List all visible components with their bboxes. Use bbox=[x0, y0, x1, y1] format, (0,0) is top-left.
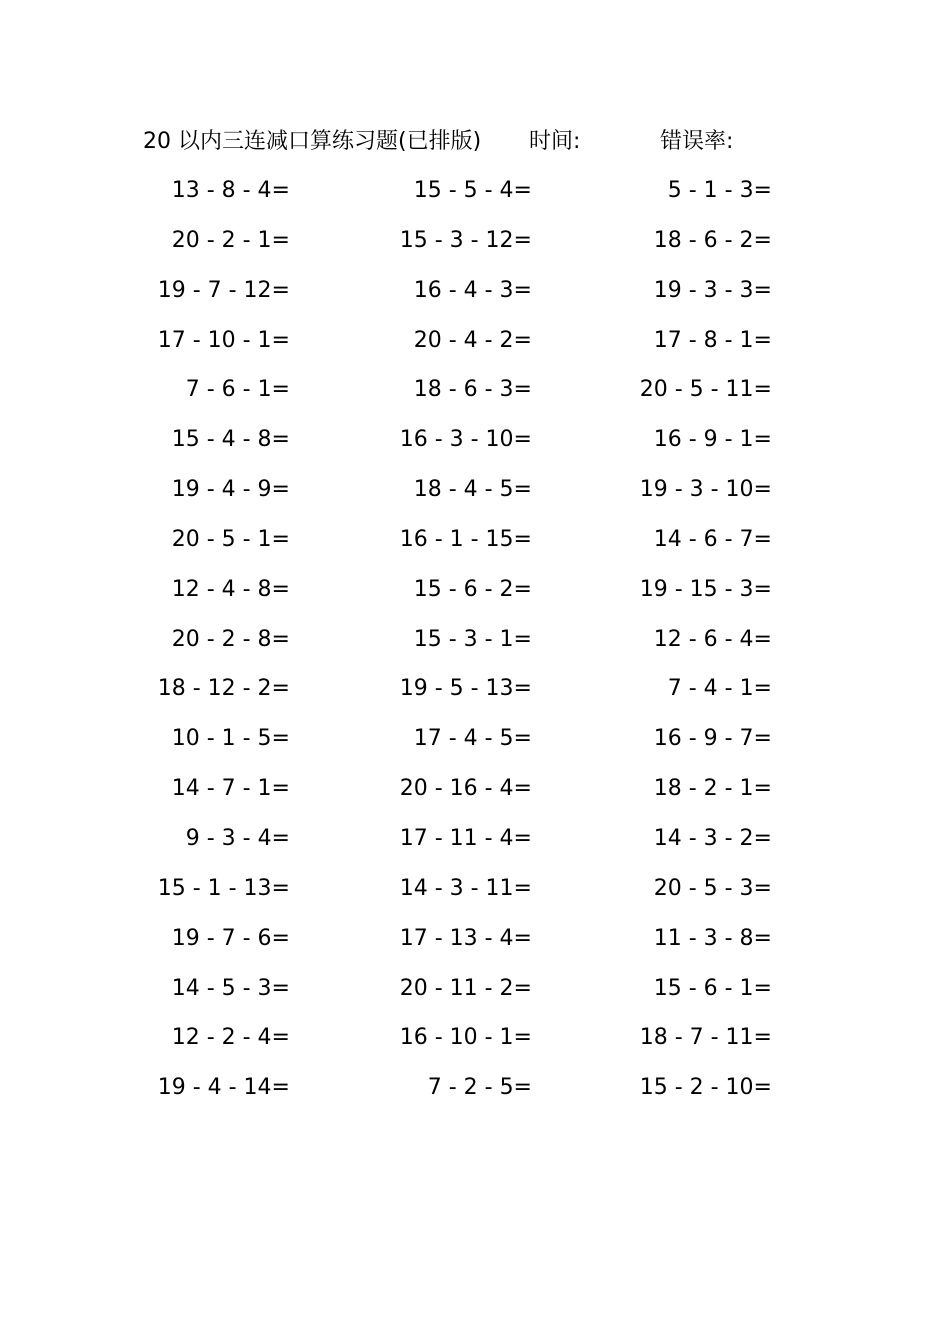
problem-item: 12 - 6 - 4= bbox=[653, 626, 772, 652]
problem-item: 16 - 3 - 10= bbox=[399, 427, 532, 453]
problem-item: 16 - 9 - 1= bbox=[653, 427, 772, 453]
problem-item: 16 - 1 - 15= bbox=[399, 526, 532, 552]
problem-row bbox=[0, 266, 950, 316]
problem-item: 17 - 13 - 4= bbox=[399, 925, 532, 951]
problem-item: 16 - 9 - 7= bbox=[653, 726, 772, 752]
problem-item: 13 - 8 - 4= bbox=[171, 178, 290, 203]
problem-item: 19 - 4 - 14= bbox=[157, 1075, 290, 1101]
problem-item: 20 - 2 - 1= bbox=[171, 227, 290, 253]
problem-item: 18 - 2 - 1= bbox=[653, 776, 772, 802]
problem-row bbox=[0, 764, 950, 814]
problem-item: 14 - 6 - 7= bbox=[653, 526, 772, 552]
worksheet-header bbox=[143, 124, 783, 160]
problem-item: 20 - 2 - 8= bbox=[171, 626, 290, 652]
problem-item: 20 - 5 - 11= bbox=[639, 377, 772, 403]
problem-item: 19 - 7 - 6= bbox=[171, 925, 290, 951]
problem-item: 7 - 2 - 5= bbox=[427, 1075, 532, 1101]
problem-item: 14 - 7 - 1= bbox=[171, 776, 290, 802]
problem-item: 18 - 6 - 3= bbox=[413, 377, 532, 403]
problem-item: 15 - 3 - 1= bbox=[413, 626, 532, 652]
problem-item: 14 - 3 - 11= bbox=[399, 875, 532, 901]
problem-item: 20 - 5 - 3= bbox=[653, 875, 772, 901]
problem-item: 18 - 7 - 11= bbox=[639, 1025, 772, 1051]
problem-row bbox=[0, 914, 950, 964]
problem-row bbox=[0, 1013, 950, 1063]
problem-item: 7 - 4 - 1= bbox=[667, 676, 772, 702]
problem-item: 15 - 4 - 8= bbox=[171, 427, 290, 453]
problem-item: 7 - 6 - 1= bbox=[185, 377, 290, 403]
problem-grid bbox=[0, 166, 950, 1113]
problem-item: 17 - 4 - 5= bbox=[413, 726, 532, 752]
problem-item: 20 - 11 - 2= bbox=[399, 975, 532, 1001]
problem-item: 15 - 6 - 1= bbox=[653, 975, 772, 1001]
problem-row bbox=[0, 714, 950, 764]
problem-item: 19 - 4 - 9= bbox=[171, 477, 290, 503]
problem-item: 19 - 3 - 10= bbox=[639, 477, 772, 503]
problem-item: 10 - 1 - 5= bbox=[171, 726, 290, 752]
problem-row bbox=[0, 316, 950, 366]
problem-row bbox=[0, 365, 950, 415]
problem-row bbox=[0, 664, 950, 714]
problem-row bbox=[0, 465, 950, 515]
problem-row bbox=[0, 565, 950, 615]
problem-item: 14 - 5 - 3= bbox=[171, 975, 290, 1001]
problem-item: 18 - 4 - 5= bbox=[413, 477, 532, 503]
problem-item: 18 - 6 - 2= bbox=[653, 227, 772, 253]
problem-item: 15 - 1 - 13= bbox=[157, 875, 290, 901]
problem-row bbox=[0, 615, 950, 665]
problem-item: 15 - 6 - 2= bbox=[413, 576, 532, 602]
problem-item: 19 - 5 - 13= bbox=[399, 676, 532, 702]
worksheet-title: 20 以内三连减口算练习题(已排版) bbox=[143, 129, 482, 154]
problem-row bbox=[0, 415, 950, 465]
problem-row bbox=[0, 864, 950, 914]
problem-item: 5 - 1 - 3= bbox=[667, 178, 772, 203]
problem-row bbox=[0, 515, 950, 565]
problem-item: 20 - 5 - 1= bbox=[171, 526, 290, 552]
problem-item: 15 - 3 - 12= bbox=[399, 227, 532, 253]
problem-item: 16 - 10 - 1= bbox=[399, 1025, 532, 1051]
problem-row bbox=[0, 814, 950, 864]
problem-item: 15 - 2 - 10= bbox=[639, 1075, 772, 1101]
problem-item: 19 - 7 - 12= bbox=[157, 277, 290, 303]
problem-item: 12 - 4 - 8= bbox=[171, 576, 290, 602]
time-label: 时间: bbox=[529, 129, 581, 154]
problem-item: 16 - 4 - 3= bbox=[413, 277, 532, 303]
problem-row bbox=[0, 1063, 950, 1113]
problem-item: 15 - 5 - 4= bbox=[413, 178, 532, 203]
problem-row bbox=[0, 964, 950, 1014]
problem-item: 19 - 3 - 3= bbox=[653, 277, 772, 303]
problem-item: 17 - 10 - 1= bbox=[157, 327, 290, 353]
problem-item: 18 - 12 - 2= bbox=[157, 676, 290, 702]
problem-item: 9 - 3 - 4= bbox=[185, 825, 290, 851]
error-rate-label: 错误率: bbox=[660, 129, 734, 154]
problem-item: 20 - 16 - 4= bbox=[399, 776, 532, 802]
problem-row bbox=[0, 166, 950, 216]
problem-item: 17 - 11 - 4= bbox=[399, 825, 532, 851]
problem-item: 19 - 15 - 3= bbox=[639, 576, 772, 602]
problem-item: 20 - 4 - 2= bbox=[413, 327, 532, 353]
problem-item: 12 - 2 - 4= bbox=[171, 1025, 290, 1051]
problem-row bbox=[0, 216, 950, 266]
problem-item: 14 - 3 - 2= bbox=[653, 825, 772, 851]
problem-item: 17 - 8 - 1= bbox=[653, 327, 772, 353]
problem-item: 11 - 3 - 8= bbox=[653, 925, 772, 951]
